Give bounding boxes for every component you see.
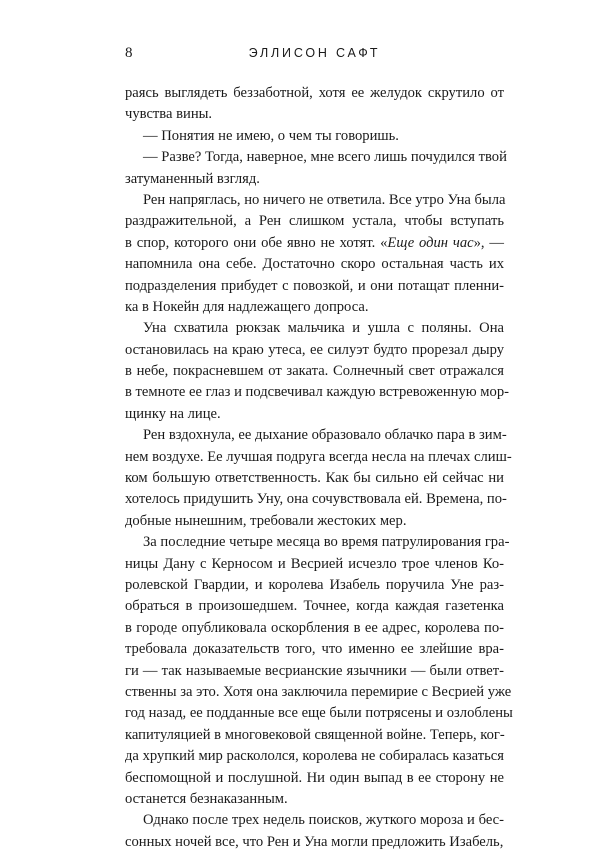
text-line: ницы Дану с Керносом и Весрией исчезло трое членов Ко- [125,555,504,572]
paragraph [125,810,504,853]
text-line: ги — так называемые весрианские язычники — были ответ- [125,662,504,679]
text-line: в спор, которого они обе явно не хотят. «Еще один час», — [125,234,504,251]
page-header [125,45,504,67]
text-line: раздражительной, а Рен слишком устала, чтобы вступать [125,213,504,230]
text-line: останется безнаказанным. [125,790,288,807]
text-line: Рен напряглась, но ничего не ответила. Все утро Уна была [143,191,506,208]
text-line: хотелось придушить Уну, она сочувствовала ей. Времена, по- [125,491,507,508]
text-line: За последние четыре месяца во время патрулирования гра- [143,534,510,551]
text-line: раясь выглядеть беззаботной, хотя ее желудок скрутило от [125,85,504,101]
italic-phrase: Еще один час [387,234,474,251]
text-line: — Разве? Тогда, наверное, мне всего лишь почудился твой [143,149,507,166]
text-line: Рен вздохнула, ее дыхание образовало облачко пара в зим- [143,427,507,444]
text-line: добные нынешним, требовали жестоких мер. [125,512,407,529]
running-head: ЭЛЛИСОН САФТ [248,46,381,60]
text-line: требовала доказательств того, что именно ее злейшие вра- [125,641,504,658]
text-line: в небе, покрасневшем от заката. Солнечный свет отражался [125,363,504,380]
text-line: ролевской Гвардии, и королева Изабель поручила Уне раз- [125,576,504,593]
text-line: сонных ночей все, что Рен и Уна могли предложить Изабель, [125,833,504,850]
text-line: остановилась на краю утеса, ее силуэт будто прорезал дыру [125,341,504,358]
text-line: ком большую ответственность. Как бы сильно ей сейчас ни [125,470,504,487]
text-line: беспомощной и послушной. Ни один выпад в ее сторону не [125,769,504,786]
text-line: напомнила она себе. Достаточно скоро остальная часть их [125,256,504,273]
text-line: затуманенный взгляд. [125,170,260,187]
text-line: в темноте ее глаз и подсвечивал каждую встревоженную мор- [125,384,509,401]
body-text [125,83,513,853]
paragraph [125,126,504,147]
text-line: обраться в произошедшем. Точнее, когда каждая газетенка [125,598,504,615]
text-line: чувства вины. [125,106,213,123]
paragraph [125,318,509,425]
text-line: да хрупкий мир раскололся, королева не собиралась казаться [125,748,504,765]
text-line: год назад, ее подданные все еще были потрясены и озлоблены [125,705,513,722]
text-line: — Понятия не имею, о чем ты говоришь. [143,127,399,144]
paragraph [125,425,512,532]
text-line: ка в Нокейн для надлежащего допроса. [125,298,369,315]
text-line: подразделения прибудет с повозкой, и они потащат пленни- [125,277,504,294]
text-line: ственны за это. Хотя она заключила перемирие с Весрией уже [125,683,512,700]
page-number: 8 [125,45,134,61]
text-line: в городе опубликовала оскорбления в ее адрес, королева по- [125,619,504,636]
paragraph [125,83,504,126]
text-line: щинку на лице. [125,405,221,422]
paragraph [125,190,504,318]
text-line: Однако после трех недель поисков, жуткого мороза и бес- [143,812,504,829]
text-line: нем воздухе. Ее лучшая подруга всегда несла на плечах слиш- [125,448,512,465]
text-line: капитуляцией в многовековой священной войне. Теперь, ког- [125,726,505,743]
paragraph [125,532,513,810]
text-line: Уна схватила рюкзак мальчика и ушла с поляны. Она [143,320,504,337]
paragraph [125,147,507,190]
